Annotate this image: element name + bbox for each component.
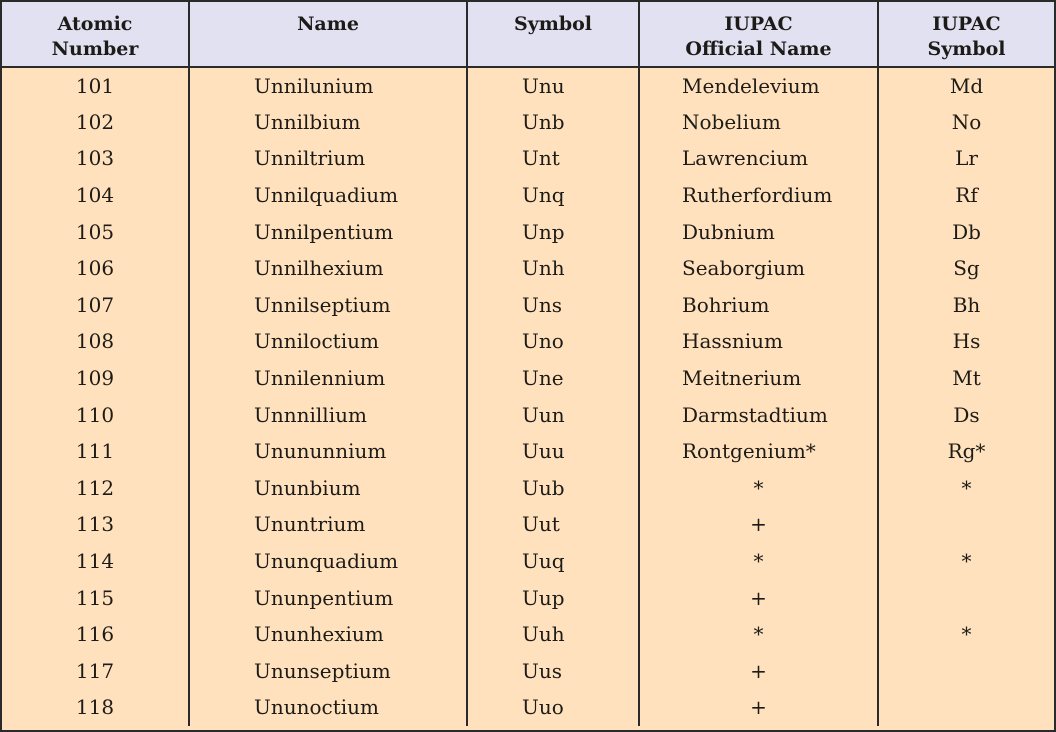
cell-atomic-number: 113 [75,512,115,537]
cell-symbol: Uuh [467,616,639,653]
table-row [2,104,1054,141]
cell-name: Ununbium [189,470,467,507]
cell-iupac-symbol: Mt [878,360,1054,397]
cell-name: Unnilennium [189,360,467,397]
cell-symbol: Uuq [467,543,639,580]
cell-iupac-name: Nobelium [639,104,878,141]
cell-iupac-symbol: No [878,104,1054,141]
cell-atomic-number: 109 [75,366,115,391]
table-row [2,433,1054,470]
cell-symbol: Uuo [467,689,639,726]
table-row [2,360,1054,397]
cell-name: Ununtrium [189,506,467,543]
cell-symbol: Une [467,360,639,397]
cell-atomic-number: 104 [75,183,115,208]
cell-iupac-name: + [639,579,878,616]
table-body [2,67,1054,726]
cell-iupac-name: Lawrencium [639,140,878,177]
cell-iupac-symbol: * [878,616,1054,653]
cell-symbol: Uub [467,470,639,507]
cell-symbol: Uup [467,579,639,616]
cell-iupac-name: + [639,506,878,543]
header-row [2,2,1054,67]
cell-iupac-symbol: Ds [878,396,1054,433]
cell-atomic-number: 114 [75,549,115,574]
table-row [2,67,1054,104]
cell-atomic-number: 107 [75,292,115,317]
cell-iupac-name: * [639,543,878,580]
table-header [2,2,1054,67]
cell-iupac-symbol: Rg* [878,433,1054,470]
header-iupac-symbol [878,2,1054,67]
cell-atomic-number: 105 [75,219,115,244]
header-atomic-number-label: Atomic Number [51,13,139,60]
cell-symbol: Unh [467,250,639,287]
cell-symbol: Uut [467,506,639,543]
element-names-table [2,2,1054,726]
cell-symbol: Unt [467,140,639,177]
cell-symbol: Uun [467,396,639,433]
table-row [2,470,1054,507]
cell-atomic-number: 117 [75,658,115,683]
header-atomic-number [2,2,189,67]
cell-iupac-symbol: Hs [878,323,1054,360]
cell-symbol: Unu [467,67,639,104]
table-row [2,140,1054,177]
cell-symbol: Unq [467,177,639,214]
cell-name: Unniltrium [189,140,467,177]
cell-name: Unnilhexium [189,250,467,287]
table-row [2,250,1054,287]
header-name-label: Name [297,13,359,35]
cell-name: Unniloctium [189,323,467,360]
header-iupac-name [639,2,878,67]
table-row [2,653,1054,690]
cell-name: Unununnium [189,433,467,470]
table-row [2,616,1054,653]
cell-iupac-name: + [639,653,878,690]
cell-symbol: Uns [467,287,639,324]
cell-iupac-symbol: Sg [878,250,1054,287]
cell-name: Unnilbium [189,104,467,141]
cell-iupac-name: Rutherfordium [639,177,878,214]
cell-iupac-symbol: * [878,470,1054,507]
table-row [2,287,1054,324]
cell-iupac-name: Seaborgium [639,250,878,287]
cell-iupac-name: + [639,689,878,726]
cell-atomic-number: 101 [75,73,115,98]
table-row [2,579,1054,616]
cell-name: Unnilpentium [189,213,467,250]
cell-iupac-name: Bohrium [639,287,878,324]
cell-iupac-name: Mendelevium [639,67,878,104]
table-row [2,396,1054,433]
header-iupac-name-label: IUPAC Official Name [685,13,832,60]
cell-iupac-name: * [639,616,878,653]
cell-iupac-symbol: * [878,543,1054,580]
table-row [2,543,1054,580]
cell-symbol: Unp [467,213,639,250]
cell-name: Ununoctium [189,689,467,726]
header-name [189,2,467,67]
cell-iupac-symbol [878,579,1054,616]
cell-atomic-number: 106 [75,256,115,281]
table-row [2,323,1054,360]
cell-iupac-name: Dubnium [639,213,878,250]
cell-iupac-name: Darmstadtium [639,396,878,433]
cell-atomic-number: 102 [75,109,115,134]
cell-iupac-symbol: Bh [878,287,1054,324]
header-iupac-symbol-label: IUPAC Symbol [927,13,1006,60]
table-row [2,506,1054,543]
cell-atomic-number: 111 [75,439,115,464]
cell-symbol: Uuu [467,433,639,470]
cell-symbol: Uno [467,323,639,360]
cell-symbol: Uus [467,653,639,690]
cell-name: Unnilunium [189,67,467,104]
header-symbol [467,2,639,67]
cell-atomic-number: 115 [75,585,115,610]
header-symbol-label: Symbol [513,13,593,35]
cell-symbol: Unb [467,104,639,141]
cell-name: Unnilseptium [189,287,467,324]
cell-name: Unnilquadium [189,177,467,214]
cell-atomic-number: 108 [75,329,115,354]
cell-atomic-number: 116 [75,622,115,647]
cell-name: Ununseptium [189,653,467,690]
cell-iupac-symbol [878,653,1054,690]
cell-iupac-symbol: Lr [878,140,1054,177]
cell-iupac-symbol [878,506,1054,543]
cell-iupac-symbol: Md [878,67,1054,104]
cell-atomic-number: 103 [75,146,115,171]
cell-name: Ununpentium [189,579,467,616]
cell-name: Ununquadium [189,543,467,580]
cell-iupac-symbol: Rf [878,177,1054,214]
cell-iupac-name: Rontgenium* [639,433,878,470]
cell-name: Ununhexium [189,616,467,653]
cell-iupac-symbol [878,689,1054,726]
table-row [2,213,1054,250]
table-row [2,177,1054,214]
cell-iupac-name: * [639,470,878,507]
table-row [2,689,1054,726]
cell-atomic-number: 118 [75,695,115,720]
cell-name: Unnnillium [189,396,467,433]
cell-iupac-symbol: Db [878,213,1054,250]
cell-atomic-number: 110 [75,402,115,427]
cell-atomic-number: 112 [75,475,115,500]
cell-iupac-name: Hassnium [639,323,878,360]
cell-iupac-name: Meitnerium [639,360,878,397]
